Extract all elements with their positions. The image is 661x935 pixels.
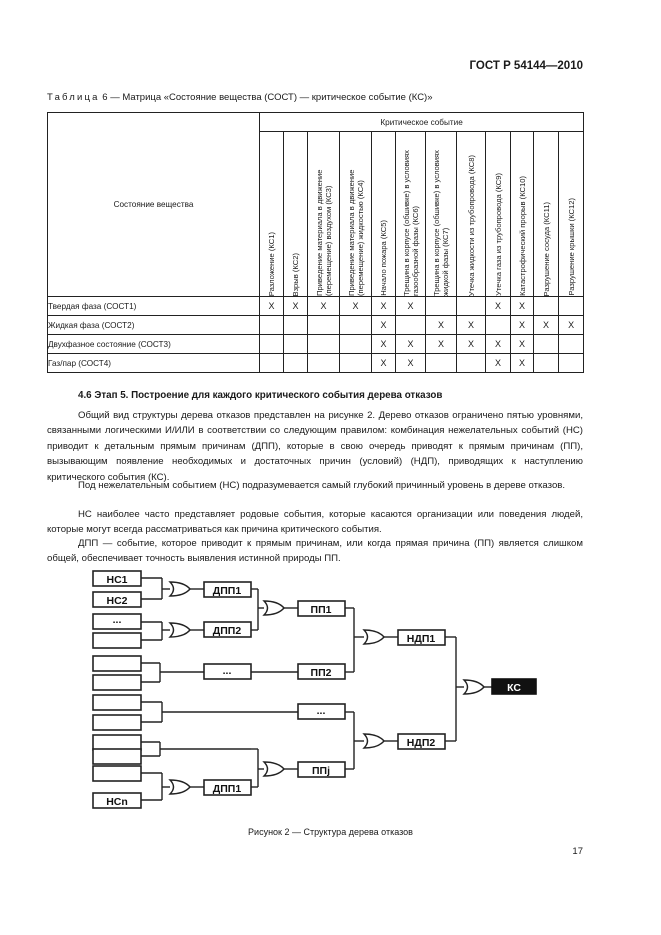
table-row [48,354,584,373]
state-label: Газ/пар (СОСТ4) [48,354,260,373]
matrix-cell: X [486,354,511,373]
or-gate [170,582,190,596]
table-row [48,316,584,335]
event-column-header [260,132,284,297]
event-column-label: Разрушение крышки (КС12) [566,198,576,296]
matrix-cell: X [308,297,340,316]
matrix-cell: X [426,316,457,335]
paragraph: Общий вид структуры дерева отказов представлен на рисунке 2. Дерево отказов ограничено пятью уровнями, связанными логическими И/ИЛИ в соответствии со следующим правилом: комбинация нежелательных событий (НС) приводит к детальным прямым причинам (ДПП), которые в свою очередь приводят к прямым причинам (ПП), вызывающим появление необходимых и достаточных причин (условий) (НДП), приводящих к наступлению критического события (КС). [47,410,583,483]
matrix-cell [308,354,340,373]
or-gate [170,780,190,794]
matrix-cell: X [511,354,534,373]
matrix-cell [340,335,372,354]
node-box [93,675,141,690]
matrix-cell [559,335,584,354]
event-column-label: Трещина в корпусе (обшивке) в условиях газообразной фазы (КС6) [401,150,420,296]
section-title-text: Этап 5. Построение для каждого критического события дерева отказов [94,390,443,401]
matrix-cell: X [511,316,534,335]
matrix-cell [284,354,308,373]
node-label-pp2: ПП2 [310,667,332,679]
or-gate [364,630,384,644]
matrix-cell: X [372,335,396,354]
node-label-pp-dots: ... [316,705,326,717]
matrix-cell [486,316,511,335]
matrix-cell [284,335,308,354]
matrix-cell: X [284,297,308,316]
matrix-cell [426,297,457,316]
state-event-matrix [47,112,584,373]
node-label-hs3: ... [112,614,122,626]
event-column-header [340,132,372,297]
event-column-label: Взрыв (КС2) [291,252,300,296]
matrix-cell [534,297,559,316]
node-box [93,749,141,764]
matrix-cell: X [372,354,396,373]
matrix-cell: X [534,316,559,335]
event-column-label: Утечка жидкости из трубопровода (КС8) [466,154,476,296]
event-column-label: Разложение (КС1) [267,231,276,296]
event-column-header [559,132,584,297]
node-label-dpp2: ДПП2 [212,625,242,637]
matrix-cell: X [426,335,457,354]
section-title [78,390,442,401]
event-column-label: Начало пожара (КС5) [379,220,388,296]
node-label-dpp-dots: ... [222,665,232,677]
matrix-cell [260,316,284,335]
matrix-cell [284,316,308,335]
paragraph: Под нежелательным событием (НС) подразумевается самый глубокий причинный уровень в дереве отказов. [78,480,566,491]
table-caption-text: 6 — Матрица «Состояние вещества (СОСТ) — критическое событие (КС)» [102,92,433,103]
matrix-cell [308,335,340,354]
node-label-pp1: ПП1 [310,604,332,616]
node-label-ndp2: НДП2 [406,737,436,749]
matrix-cell: X [260,297,284,316]
node-label-ndp1: НДП1 [406,633,436,645]
matrix-cell: X [396,297,426,316]
table-caption [47,92,433,103]
matrix-cell [308,316,340,335]
table-row [48,335,584,354]
matrix-cell [340,354,372,373]
state-label: Твердая фаза (СОСТ1) [48,297,260,316]
node-label-hs2: НС2 [106,595,128,607]
node-box [93,766,141,781]
state-label: Двухфазное состояние (СОСТ3) [48,335,260,354]
node-box [93,715,141,730]
event-column-header [308,132,340,297]
event-column-header [372,132,396,297]
state-label: Жидкая фаза (СОСТ2) [48,316,260,335]
matrix-cell [260,335,284,354]
table-caption-word: Таблица [47,92,100,103]
critical-event-header: Критическое событие [260,113,584,132]
matrix-cell [534,335,559,354]
matrix-cell: X [486,335,511,354]
matrix-cell: X [396,335,426,354]
paragraph: ДПП — событие, которое приводит к прямым причинам, или когда прямая причина (ПП) является слишком общей, обеспечивает точность выявления истинной природы ПП. [47,538,583,565]
node-box [93,656,141,671]
node-label-hs1: НС1 [106,574,128,586]
matrix-cell [559,354,584,373]
event-column-label: Разрушение сосуда (КС11) [541,201,551,296]
matrix-cell [396,316,426,335]
matrix-cell: X [340,297,372,316]
matrix-cell [340,316,372,335]
matrix-cell: X [372,297,396,316]
or-gate [170,623,190,637]
node-label-hsn: НСn [106,796,128,808]
matrix-cell [260,354,284,373]
or-gate [464,680,484,694]
section-number: 4.6 [78,390,92,401]
matrix-cell [559,297,584,316]
node-box [93,695,141,710]
matrix-cell: X [372,316,396,335]
event-column-label: Утечка газа из трубопровода (КС9) [493,173,503,296]
event-column-header [486,132,511,297]
event-column-label: Катастрофический прорыв (КС10) [517,176,527,296]
event-column-header [534,132,559,297]
paragraph: НС наиболее часто представляет родовые события, которые касаются организации или поведения людей, которые могут всегда рассматриваться как причина критического события. [47,509,583,536]
or-gate [264,601,284,615]
matrix-cell: X [511,335,534,354]
matrix-cell [426,354,457,373]
matrix-cell: X [511,297,534,316]
node-label-ks: КС [507,682,521,694]
document-id: ГОСТ Р 54144—2010 [469,60,583,72]
or-gate [364,734,384,748]
matrix-cell: X [457,335,486,354]
page-number: 17 [572,846,583,857]
matrix-cell [457,297,486,316]
matrix-cell: X [457,316,486,335]
event-column-header [426,132,457,297]
node-label-dppi: ДПП1 [212,783,242,795]
event-column-header [396,132,426,297]
node-box [93,735,141,750]
node-box [93,633,141,648]
event-column-label: Трещина в корпусе (обшивке) в условиях жидкой фазы (КС7) [432,150,450,296]
table-row [48,297,584,316]
matrix-cell: X [486,297,511,316]
figure-caption: Рисунок 2 — Структура дерева отказов [248,827,413,837]
matrix-cell: X [396,354,426,373]
or-gate [264,762,284,776]
matrix-cell [534,354,559,373]
event-column-label: Приведение материала в движение (перемещение) воздухом (КС3) [314,169,333,296]
event-column-header [511,132,534,297]
state-header: Состояние вещества [48,113,260,297]
fault-tree-diagram [0,560,661,820]
matrix-cell [457,354,486,373]
matrix-cell: X [559,316,584,335]
node-label-ppj: ППj [311,765,331,777]
event-column-label: Приведение материала в движение (перемещение) жидкостью (КС4) [346,169,365,296]
event-column-header [457,132,486,297]
node-label-dpp1: ДПП1 [212,585,242,597]
event-column-header [284,132,308,297]
